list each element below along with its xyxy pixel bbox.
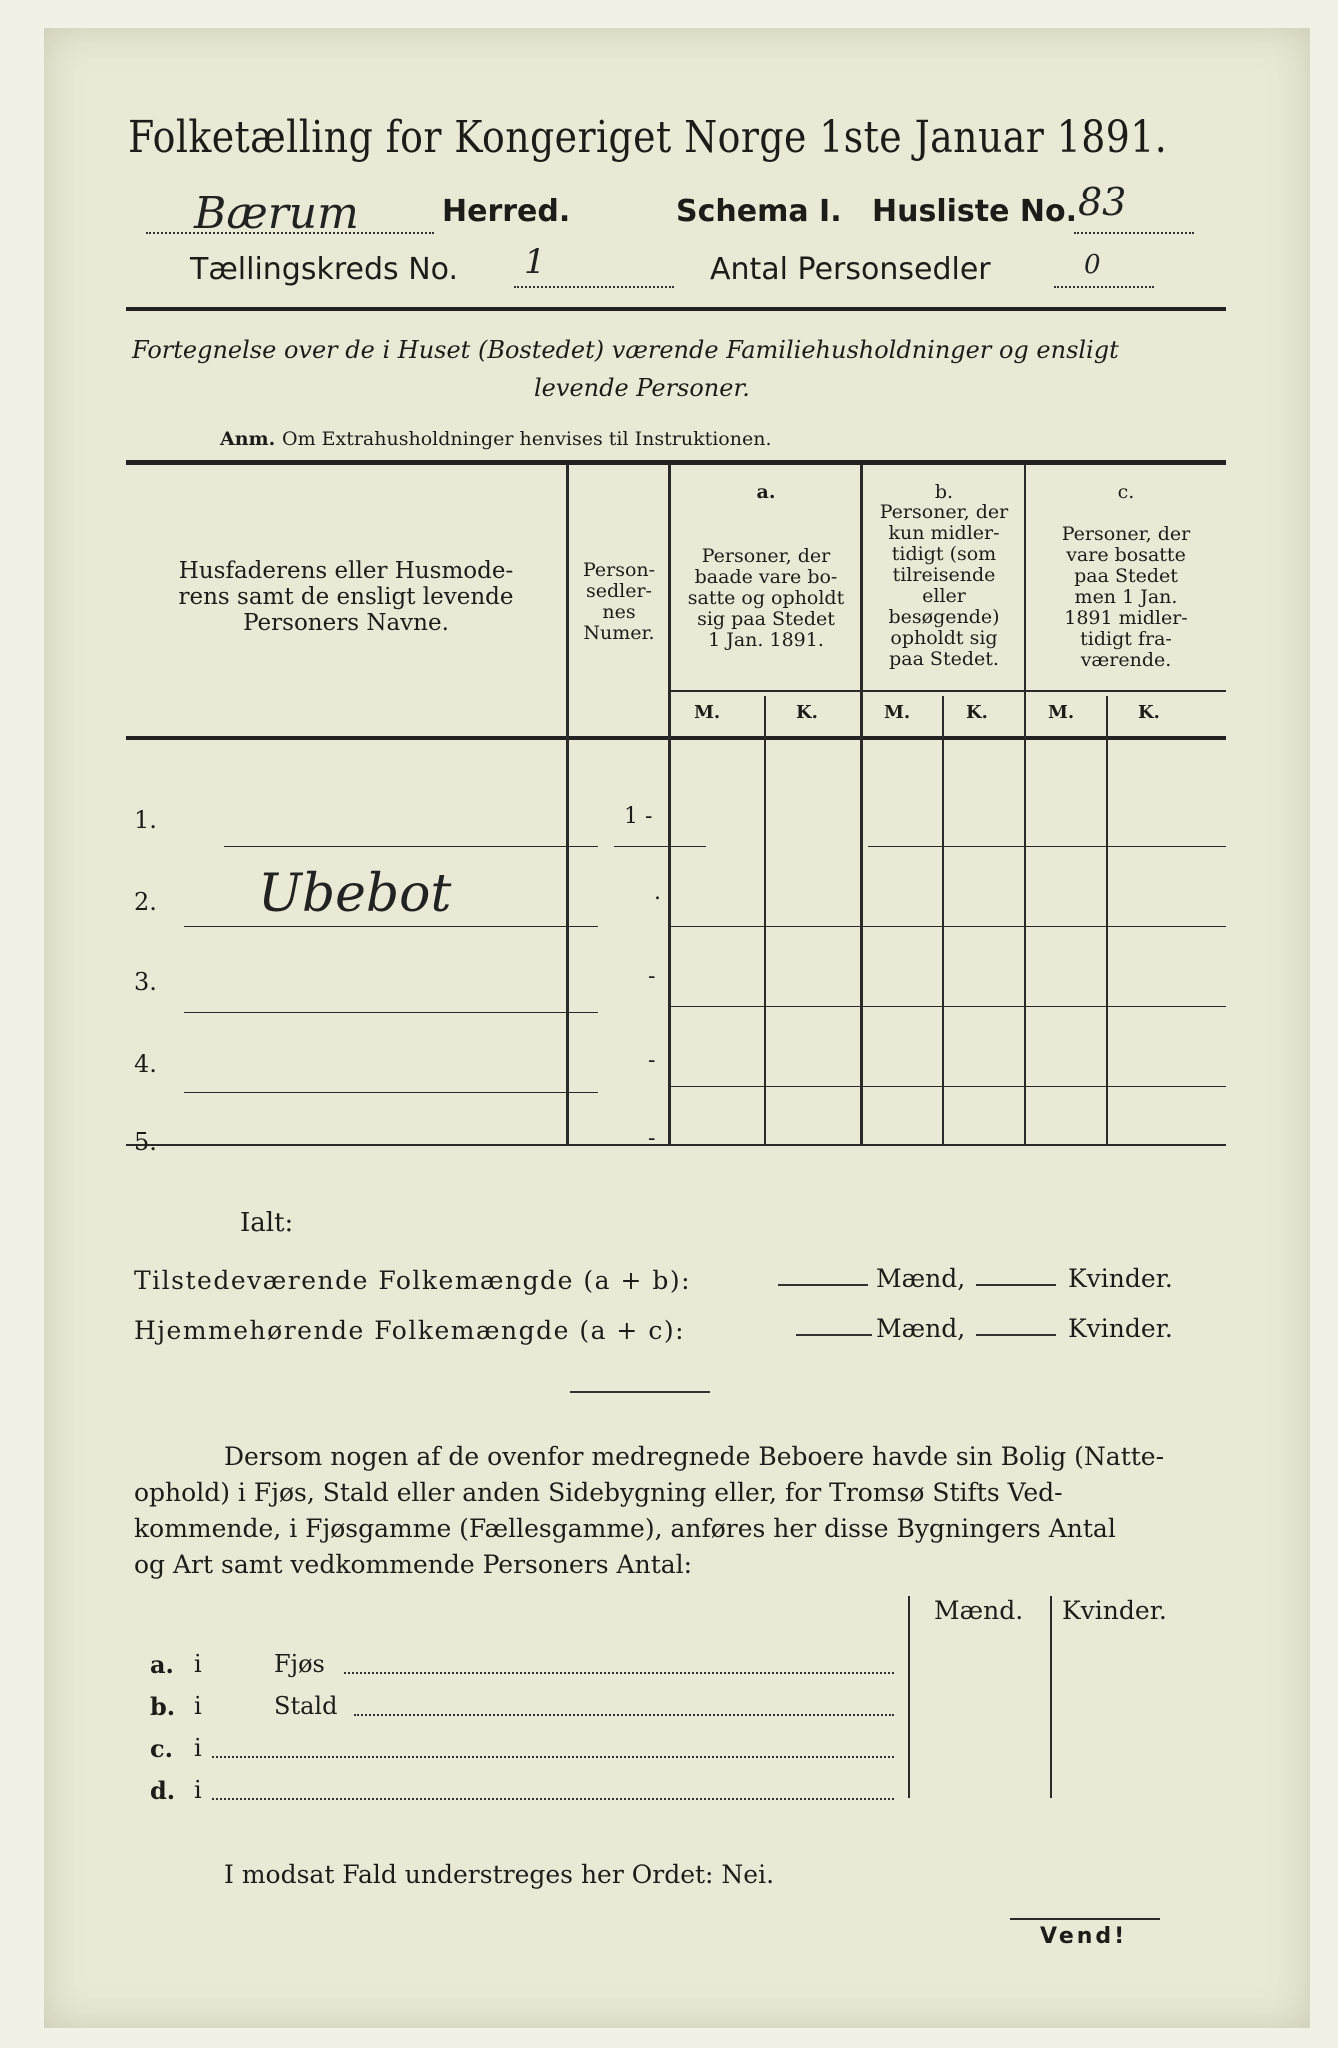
header-c-line4: men 1 Jan.: [1074, 586, 1178, 608]
row-2-num: .: [654, 880, 661, 905]
outbuildings-col-sep-2: [1050, 1596, 1052, 1798]
schema-label: Schema I.: [676, 194, 842, 229]
header-b-line7: opholdt sig: [890, 627, 998, 649]
b-k-label: K.: [966, 702, 988, 723]
header-b-line6: besøgende): [888, 606, 1000, 628]
header-names-line2: rens samt de ensligt levende: [178, 584, 514, 610]
husliste-label: Husliste No.: [872, 194, 1077, 229]
row-5-num: -: [648, 1126, 656, 1151]
col-sep-b-mk: [942, 696, 944, 1144]
row-1-name-line: [224, 846, 598, 847]
header-b-letter: b.: [934, 481, 954, 503]
row-2-name: Ubebot: [258, 864, 452, 924]
item-c-i: i: [194, 1734, 202, 1762]
header-c: [1026, 524, 1226, 671]
para-line4: og Art samt vedkommende Personers Antal:: [134, 1550, 693, 1579]
header-num-line1: Person-: [582, 559, 656, 581]
header-rule: [126, 307, 1226, 311]
mk-header-rule: [668, 690, 1226, 692]
vend-label: Vend!: [1040, 1924, 1128, 1949]
row-2-no: 2.: [134, 888, 157, 916]
header-b-line3: tidigt (som: [891, 543, 997, 565]
item-c-dots: [212, 1754, 894, 1758]
header-c-line2: vare bosatte: [1066, 544, 1186, 566]
hjemme-maend: Mænd,: [876, 1314, 966, 1343]
form-title: Folketælling for Kongeriget Norge 1ste Januar 1891.: [128, 112, 1168, 163]
col-sep-c-mk: [1106, 696, 1108, 1144]
hjemme-kvinder-blank: [976, 1334, 1056, 1336]
header-a-line5: 1 Jan. 1891.: [708, 629, 824, 651]
anm-text: Om Extrahusholdninger henvises til Instruktionen.: [282, 428, 772, 450]
tilstede-label: Tilstedeværende Folkemængde (a + b):: [134, 1266, 692, 1295]
row-1-cells-line: [868, 846, 1226, 847]
tilstede-maend: Mænd,: [876, 1264, 966, 1293]
separator-rule: [570, 1391, 710, 1393]
col-sep-num: [566, 464, 569, 1144]
footer-note: I modsat Fald understreges her Ordet: Nei.: [224, 1860, 775, 1889]
c-m-label: M.: [1048, 702, 1075, 723]
husliste-number: 83: [1078, 180, 1127, 224]
col-sep-a: [668, 464, 671, 1144]
subtitle-line2: levende Personer.: [534, 374, 750, 402]
tilstede-kvinder-blank: [976, 1284, 1056, 1286]
header-num-line4: Numer.: [583, 622, 655, 644]
header-names-line3: Personers Navne.: [243, 610, 449, 636]
census-form-sheet: [44, 28, 1310, 2028]
item-b-dots: [354, 1712, 894, 1716]
anm-label: Anm.: [220, 428, 276, 450]
a-k-label: K.: [796, 702, 818, 723]
row-1-num-line: [614, 846, 706, 847]
row-4-no: 4.: [134, 1050, 157, 1078]
header-b: [864, 502, 1024, 670]
item-d-dots: [212, 1796, 894, 1800]
row-2-cells-line: [668, 926, 1226, 927]
row-5-no: 5.: [134, 1128, 157, 1156]
vend-rule: [1010, 1918, 1160, 1920]
header-a-line3: satte og opholdt: [687, 587, 845, 609]
item-b-name: Stald: [274, 1692, 338, 1720]
col-sep-a-mk: [764, 696, 766, 1144]
header-num-line2: sedler-: [586, 580, 652, 602]
outbuildings-col-sep-1: [908, 1596, 910, 1798]
personsedler-field: [1054, 264, 1154, 288]
row-4-name-line: [184, 1092, 598, 1093]
header-c-line6: tidigt fra-: [1080, 628, 1172, 650]
header-a: [672, 546, 860, 651]
outbuildings-maend-header: Mænd.: [934, 1596, 1024, 1625]
item-a-letter: a.: [150, 1650, 174, 1679]
hjemme-maend-blank: [796, 1334, 872, 1336]
a-m-label: M.: [694, 702, 721, 723]
herred-label: Herred.: [442, 194, 571, 229]
item-a-dots: [344, 1670, 894, 1674]
header-b-line1: Personer, der: [879, 501, 1009, 523]
tilstede-kvinder: Kvinder.: [1068, 1264, 1173, 1293]
row-3-no: 3.: [134, 968, 157, 996]
hjemme-label: Hjemmehørende Folkemængde (a + c):: [134, 1316, 685, 1345]
item-a-name: Fjøs: [274, 1650, 325, 1678]
item-c-letter: c.: [150, 1734, 173, 1763]
para-line3: kommende, i Fjøsgamme (Fællesgamme), anføres her disse Bygningers Antal: [134, 1514, 1116, 1543]
header-c-line7: værende.: [1080, 649, 1172, 671]
item-a-i: i: [194, 1650, 202, 1678]
herred-handwritten: Bærum: [194, 188, 359, 239]
para-line2: ophold) i Fjøs, Stald eller anden Sidebygning eller, for Tromsø Stifts Ved-: [134, 1478, 1063, 1507]
row-4-num: -: [648, 1048, 656, 1073]
item-d-letter: d.: [150, 1776, 176, 1805]
c-k-label: K.: [1138, 702, 1160, 723]
header-a-line1: Personer, der: [701, 545, 831, 567]
header-a-line2: baade vare bo-: [694, 566, 838, 588]
header-c-line3: paa Stedet: [1074, 565, 1178, 587]
tilstede-maend-blank: [778, 1284, 868, 1286]
table-bottom-rule: [126, 1144, 1226, 1146]
header-c-line5: 1891 midler-: [1064, 607, 1188, 629]
outbuildings-kvinder-header: Kvinder.: [1062, 1596, 1167, 1625]
personsedler-label: Antal Personsedler: [710, 252, 991, 287]
hjemme-kvinder: Kvinder.: [1068, 1314, 1173, 1343]
row-2-name-line: [184, 926, 598, 927]
ialt-label: Ialt:: [240, 1208, 294, 1238]
item-d-i: i: [194, 1776, 202, 1804]
table-top-rule: [126, 460, 1226, 465]
row-3-name-line: [184, 1012, 598, 1013]
para-line1: Dersom nogen af de ovenfor medregnede Beboere havde sin Bolig (Natte-: [224, 1442, 1165, 1471]
col-sep-b: [860, 464, 863, 1144]
header-a-line4: sig paa Stedet: [697, 608, 835, 630]
header-a-letter: a.: [756, 481, 776, 503]
row-3-num: -: [648, 964, 656, 989]
table-header-rule: [126, 736, 1226, 740]
b-m-label: M.: [884, 702, 911, 723]
header-num: [570, 560, 668, 644]
item-b-letter: b.: [150, 1692, 176, 1721]
personsedler-value: 0: [1084, 250, 1101, 280]
row-3-cells-line: [668, 1006, 1226, 1007]
header-num-line3: nes: [602, 601, 636, 623]
taellingskreds-number: 1: [524, 242, 546, 282]
header-b-line2: kun midler-: [888, 522, 1000, 544]
header-names: [136, 558, 556, 636]
row-1-no: 1.: [134, 806, 157, 834]
row-1-num: 1 -: [624, 804, 653, 829]
header-c-line1: Personer, der: [1061, 523, 1191, 545]
header-names-line1: Husfaderens eller Husmode-: [178, 558, 514, 584]
subtitle-line1: Fortegnelse over de i Huset (Bostedet) værende Familiehusholdninger og ensligt: [132, 336, 1119, 364]
header-b-line8: paa Stedet.: [889, 648, 999, 670]
header-b-line5: eller: [922, 585, 966, 607]
row-4-cells-line: [668, 1086, 1226, 1087]
taellingskreds-label: Tællingskreds No.: [190, 252, 458, 287]
header-b-line4: tilreisende: [892, 564, 996, 586]
item-b-i: i: [194, 1692, 202, 1720]
header-c-letter: c.: [1117, 481, 1135, 503]
